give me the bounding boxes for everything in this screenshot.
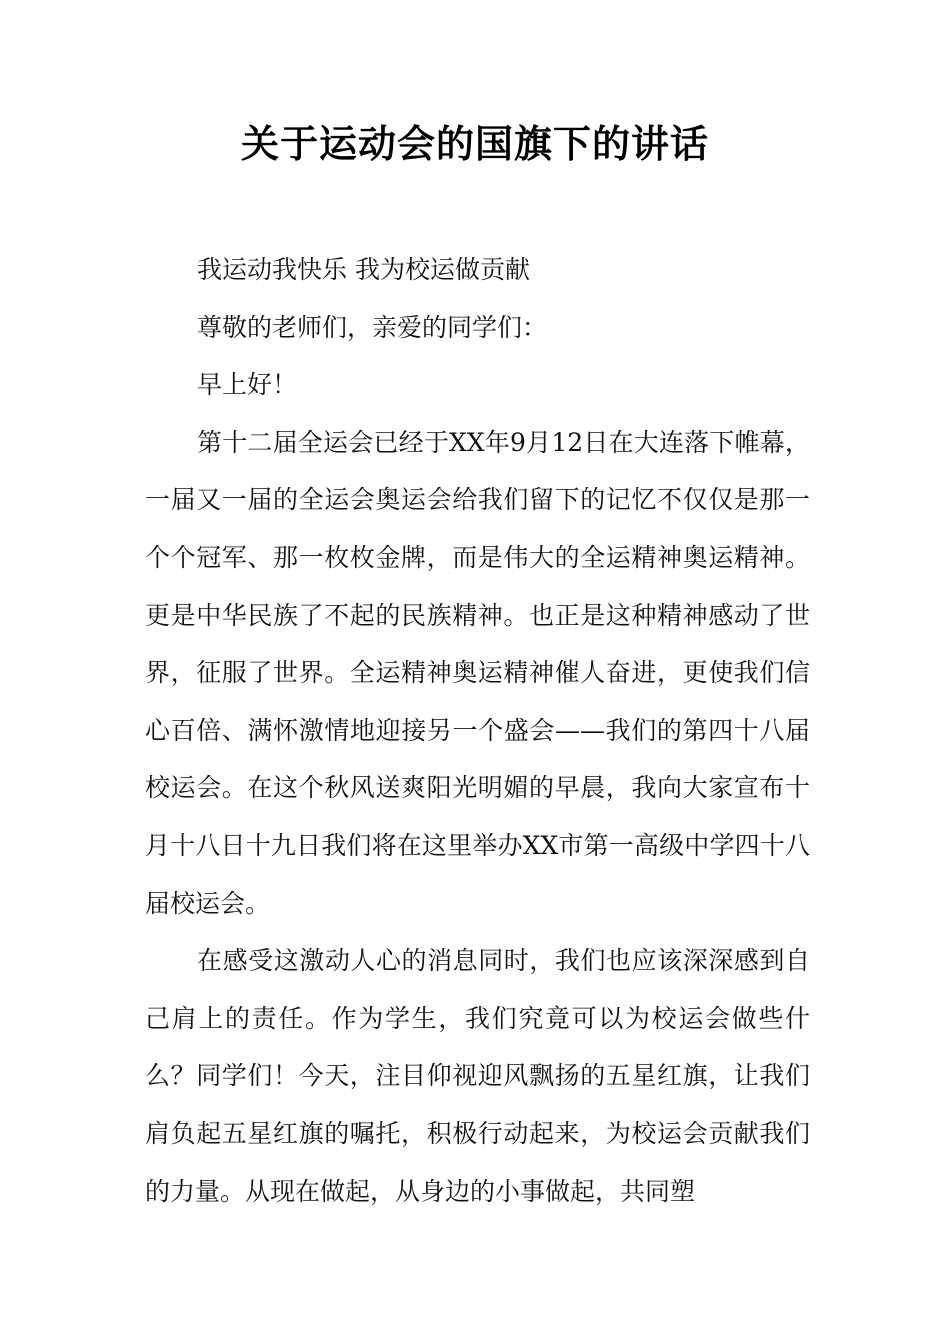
body-paragraph: 第十二届全运会已经于XX年9月12日在大连落下帷幕，一届又一届的全运会奥运会给我们留下的记忆不仅仅是那一个个冠军、那一枚枚金牌，而是伟大的全运精神奥运精神。更是中华民族了不起的民族精神。也正是这种精神感动了世界，征服了世界。全运精神奥运精神催人奋进，更使我们信心百倍、满怀激情地迎接另一个盛会——我们的第四十八届校运会。在这个秋风送爽阳光明媚的早晨，我向大家宣布十月十八日十九日我们将在这里举办XX市第一高级中学四十八届校运会。 — [145, 427, 810, 918]
document-body — [145, 241, 810, 1220]
document-title: 关于运动会的国旗下的讲话 — [240, 122, 709, 166]
greeting-paragraph: 早上好！ — [197, 370, 298, 400]
slogan-paragraph: 我运动我快乐 我为校运做贡献 — [197, 255, 530, 284]
body-paragraph: 在感受这激动人心的消息同时，我们也应该深深感到自己肩上的责任。作为学生，我们究竟可以为校运会做些什么？同学们！今天，注目仰视迎风飘扬的五星红旗，让我们肩负起五星红旗的嘱托，积极行动起来，为校运会贡献我们的力量。从现在做起，从身边的小事做起，共同塑 — [145, 946, 810, 1206]
salutation-paragraph: 尊敬的老师们，亲爱的同学们： — [197, 312, 548, 342]
